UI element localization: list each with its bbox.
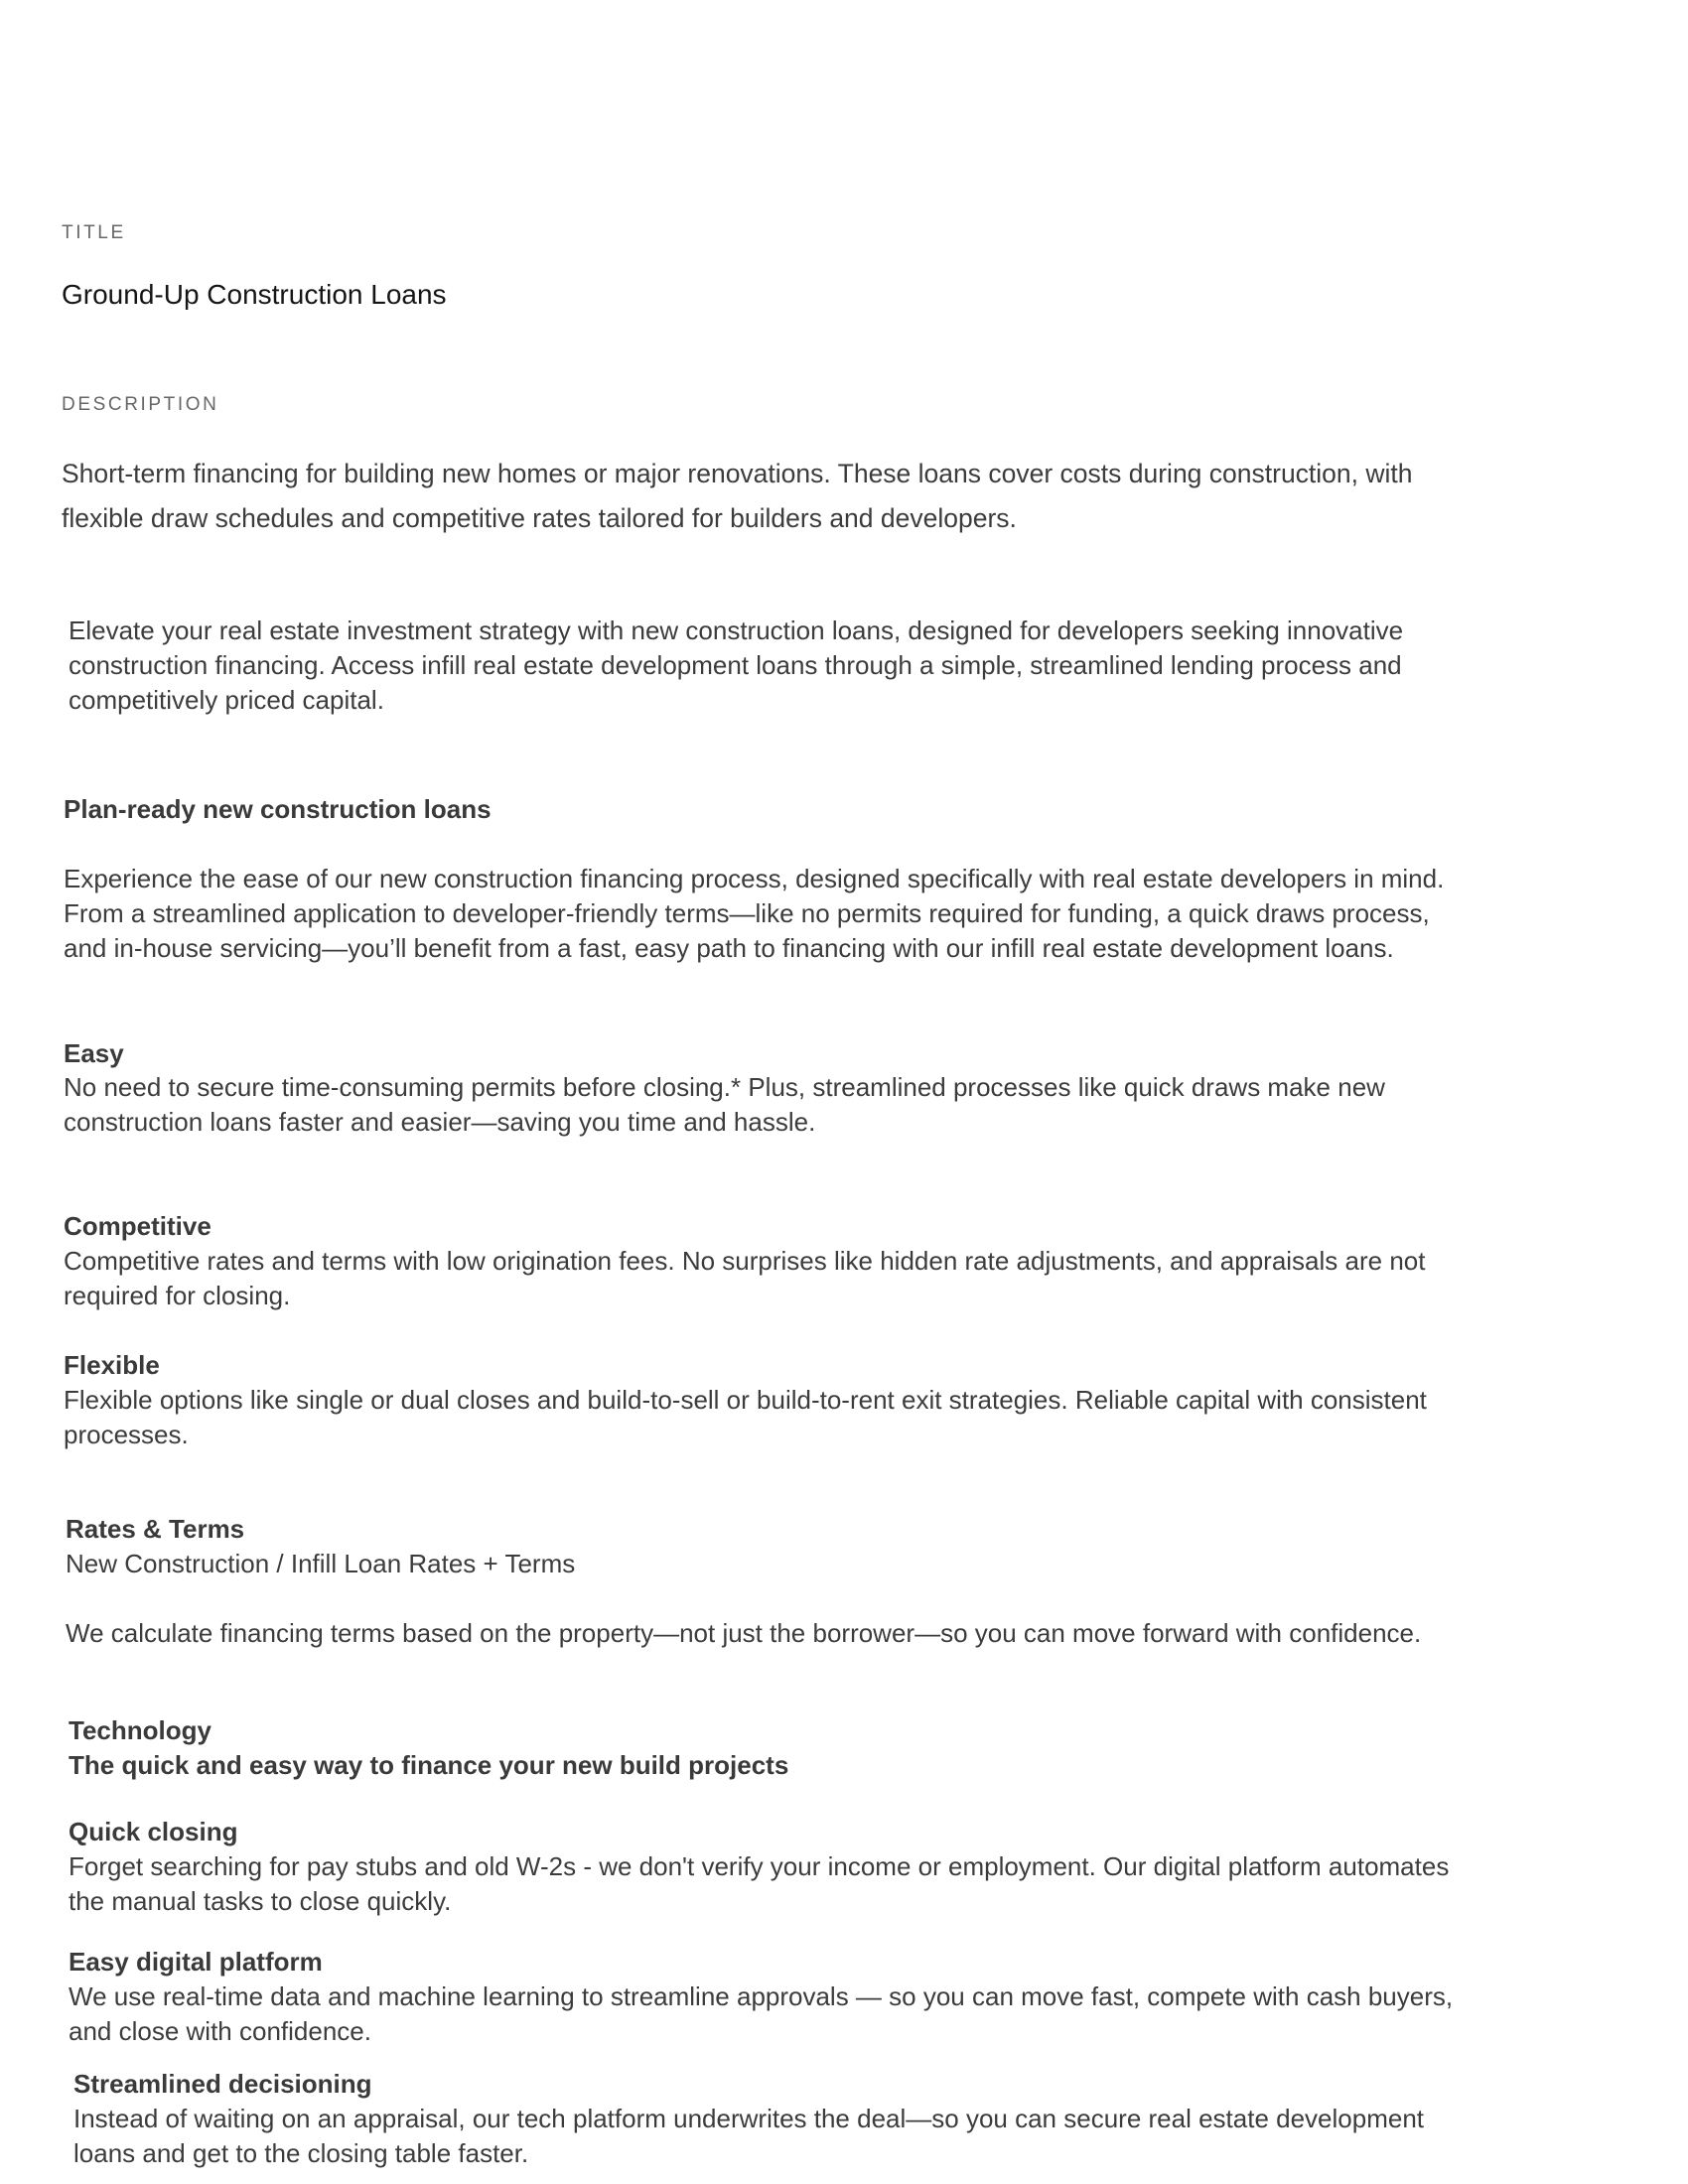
easy-line: No need to secure time-consuming permits before closing.* Plus, streamlined processes like quick draws make new [64, 1072, 1385, 1102]
competitive-line: Competitive rates and terms with low origination fees. No surprises like hidden rate adjustments, and appraisals are not [64, 1246, 1426, 1276]
plan-ready-line: and in-house servicing—you’ll benefit from a fast, easy path to financing with our infill real estate development loans. [64, 933, 1394, 963]
rates-terms-heading: Rates & Terms [66, 1514, 245, 1544]
quick-closing-heading: Quick closing [69, 1817, 238, 1846]
streamlined-line: Instead of waiting on an appraisal, our tech platform underwrites the deal—so you can secure real estate development [73, 2104, 1425, 2133]
competitive-line: required for closing. [64, 1281, 291, 1310]
quick-closing-line: the manual tasks to close quickly. [69, 1886, 452, 1916]
quick-closing-line: Forget searching for pay stubs and old W-2s - we don't verify your income or employment. Our digital platform automates [69, 1851, 1450, 1881]
competitive-heading: Competitive [64, 1211, 211, 1241]
intro-line: competitively priced capital. [69, 685, 384, 715]
description-label: DESCRIPTION [62, 394, 219, 415]
easy-paragraph [64, 1070, 1385, 1140]
easy-digital-heading: Easy digital platform [69, 1947, 323, 1977]
competitive-paragraph [64, 1244, 1425, 1313]
flexible-heading: Flexible [64, 1350, 160, 1380]
intro-paragraph [69, 614, 1403, 718]
rates-terms-body: We calculate financing terms based on the property—not just the borrower—so you can move forward with confidence. [66, 1618, 1422, 1648]
intro-line: Elevate your real estate investment strategy with new construction loans, designed for developers seeking innovative [69, 615, 1404, 645]
plan-ready-line: From a streamlined application to developer-friendly terms—like no permits required for funding, a quick draws process, [64, 898, 1430, 928]
page-title: Ground-Up Construction Loans [62, 279, 447, 310]
flexible-paragraph [64, 1383, 1427, 1452]
flexible-line: Flexible options like single or dual closes and build-to-sell or build-to-rent exit strategies. Reliable capital with consistent [64, 1385, 1427, 1415]
streamlined-paragraph [73, 2102, 1424, 2171]
title-label: TITLE [62, 222, 126, 243]
streamlined-heading: Streamlined decisioning [73, 2069, 372, 2099]
plan-ready-paragraph [64, 862, 1444, 966]
easy-digital-paragraph [69, 1979, 1453, 2049]
easy-heading: Easy [64, 1038, 124, 1068]
quick-closing-paragraph [69, 1849, 1449, 1919]
streamlined-line: loans and get to the closing table faster. [73, 2138, 529, 2168]
description-line: Short-term financing for building new homes or major renovations. These loans cover costs during construction, with [62, 459, 1413, 488]
plan-ready-line: Experience the ease of our new construction financing process, designed specifically with real estate developers in mind. [64, 864, 1445, 893]
rates-terms-subheading: New Construction / Infill Loan Rates + Terms [66, 1549, 576, 1578]
easy-line: construction loans faster and easier—saving you time and hassle. [64, 1107, 816, 1137]
plan-ready-heading: Plan-ready new construction loans [64, 794, 492, 824]
technology-heading: Technology [69, 1715, 211, 1745]
flexible-line: processes. [64, 1420, 189, 1449]
easy-digital-line: and close with confidence. [69, 2016, 371, 2046]
technology-subheading: The quick and easy way to finance your new build projects [69, 1750, 789, 1780]
intro-line: construction financing. Access infill real estate development loans through a simple, streamlined lending process and [69, 650, 1402, 680]
description-line: flexible draw schedules and competitive rates tailored for builders and developers. [62, 503, 1017, 533]
description-text [62, 452, 1413, 541]
easy-digital-line: We use real-time data and machine learning to streamline approvals — so you can move fast, compete with cash buyers, [69, 1981, 1454, 2011]
